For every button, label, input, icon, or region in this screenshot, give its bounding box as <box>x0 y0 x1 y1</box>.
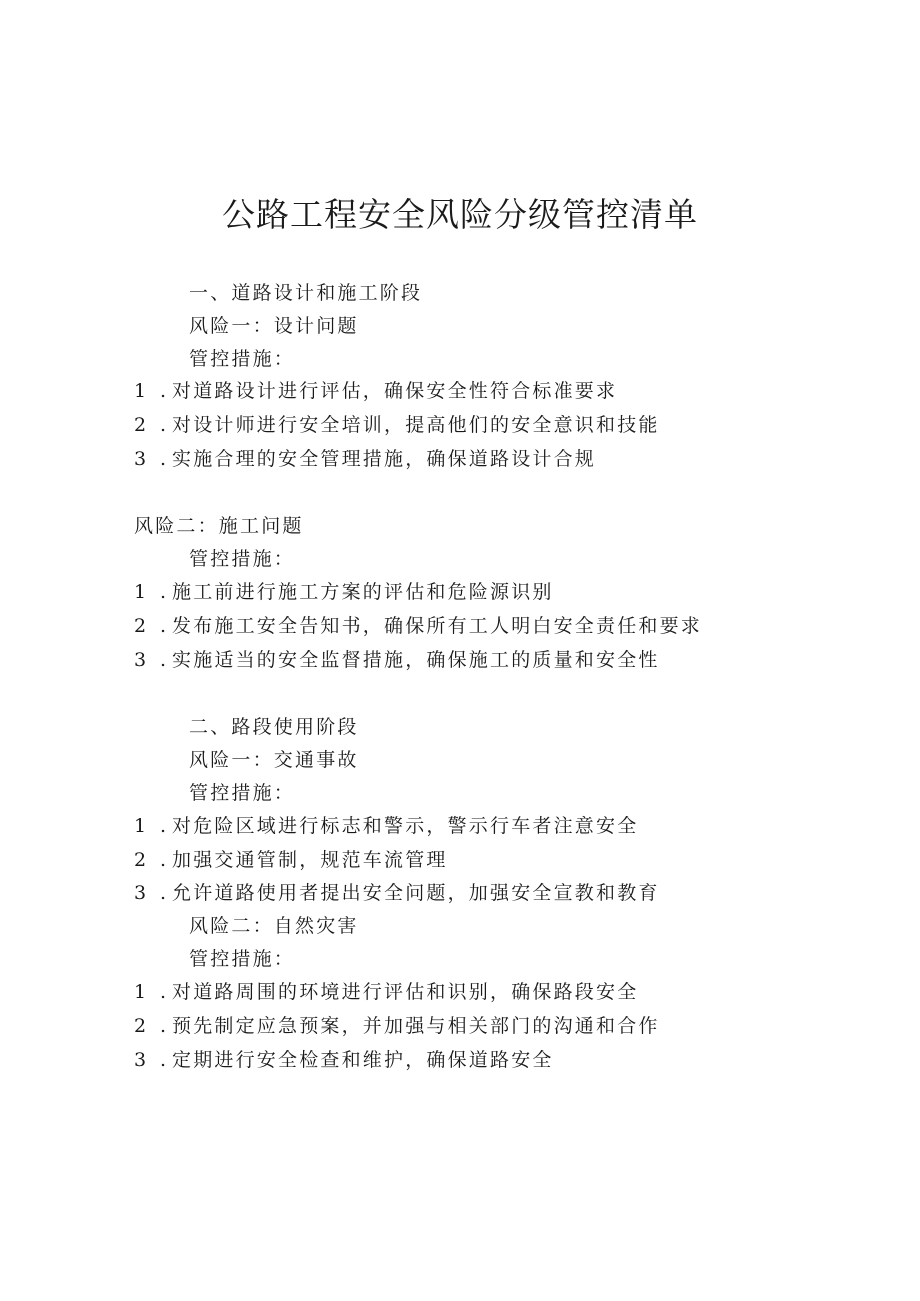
list-item-number: 3 <box>134 649 149 671</box>
list-item-text: 对道路周围的环境进行评估和识别，确保路段安全 <box>172 981 639 1003</box>
list-item-number: 2 <box>134 615 149 637</box>
list-item: 3 . 实施适当的安全监督措施，确保施工的质量和安全性 <box>134 649 660 671</box>
list-item-text: 对设计师进行安全培训，提高他们的安全意识和技能 <box>172 414 660 436</box>
list-item-number: 1 <box>134 380 149 402</box>
list-item-text: 加强交通管制，规范车流管理 <box>172 849 448 871</box>
list-item-text: 对道路设计进行评估，确保安全性符合标准要求 <box>172 380 618 402</box>
list-item-number: 3 <box>134 1049 149 1071</box>
measures-label: 管控措施： <box>189 548 296 570</box>
list-item-text: 发布施工安全告知书，确保所有工人明白安全责任和要求 <box>172 615 703 637</box>
risk-title: 风险一：设计问题 <box>189 315 359 337</box>
list-item-text: 施工前进行施工方案的评估和危险源识别 <box>172 581 554 603</box>
list-item: 3 . 允许道路使用者提出安全问题，加强安全宣教和教育 <box>134 882 660 904</box>
list-item: 1 . 对道路设计进行评估，确保安全性符合标准要求 <box>134 380 618 402</box>
list-item-text: 预先制定应急预案，并加强与相关部门的沟通和合作 <box>172 1015 660 1037</box>
list-item-text: 定期进行安全检查和维护，确保道路安全 <box>172 1049 554 1071</box>
list-item: 2 . 对设计师进行安全培训，提高他们的安全意识和技能 <box>134 414 660 436</box>
list-item-number: 2 <box>134 414 149 436</box>
list-item-text: 对危险区域进行标志和警示，警示行车者注意安全 <box>172 815 639 837</box>
list-item-number: 2 <box>134 1015 149 1037</box>
list-item: 2 . 发布施工安全告知书，确保所有工人明白安全责任和要求 <box>134 615 703 637</box>
list-item-number: 1 <box>134 815 149 837</box>
measures-label: 管控措施： <box>189 948 296 970</box>
list-item: 3 . 定期进行安全检查和维护，确保道路安全 <box>134 1049 554 1071</box>
list-item: 1 . 对道路周围的环境进行评估和识别，确保路段安全 <box>134 981 639 1003</box>
page-title: 公路工程安全风险分级管控清单 <box>222 195 698 234</box>
measures-label: 管控措施： <box>189 348 296 370</box>
list-item-number: 3 <box>134 448 149 470</box>
measures-label: 管控措施： <box>189 782 296 804</box>
list-item-text: 实施合理的安全管理措施，确保道路设计合规 <box>172 448 597 470</box>
list-item: 1 . 对危险区域进行标志和警示，警示行车者注意安全 <box>134 815 639 837</box>
list-item-text: 允许道路使用者提出安全问题，加强安全宣教和教育 <box>172 882 660 904</box>
list-item: 1 . 施工前进行施工方案的评估和危险源识别 <box>134 581 554 603</box>
list-item-text: 实施适当的安全监督措施，确保施工的质量和安全性 <box>172 649 660 671</box>
list-item-number: 1 <box>134 581 149 603</box>
section-heading: 一、道路设计和施工阶段 <box>189 282 423 304</box>
risk-title: 风险二：自然灾害 <box>189 915 359 937</box>
list-item: 2 . 预先制定应急预案，并加强与相关部门的沟通和合作 <box>134 1015 660 1037</box>
risk-title: 风险一：交通事故 <box>189 749 359 771</box>
list-item-number: 3 <box>134 882 149 904</box>
section-heading: 二、路段使用阶段 <box>189 716 359 738</box>
list-item-number: 2 <box>134 849 149 871</box>
list-item: 2 . 加强交通管制，规范车流管理 <box>134 849 448 871</box>
list-item-number: 1 <box>134 981 149 1003</box>
list-item: 3 . 实施合理的安全管理措施，确保道路设计合规 <box>134 448 597 470</box>
risk-title: 风险二：施工问题 <box>134 515 304 537</box>
